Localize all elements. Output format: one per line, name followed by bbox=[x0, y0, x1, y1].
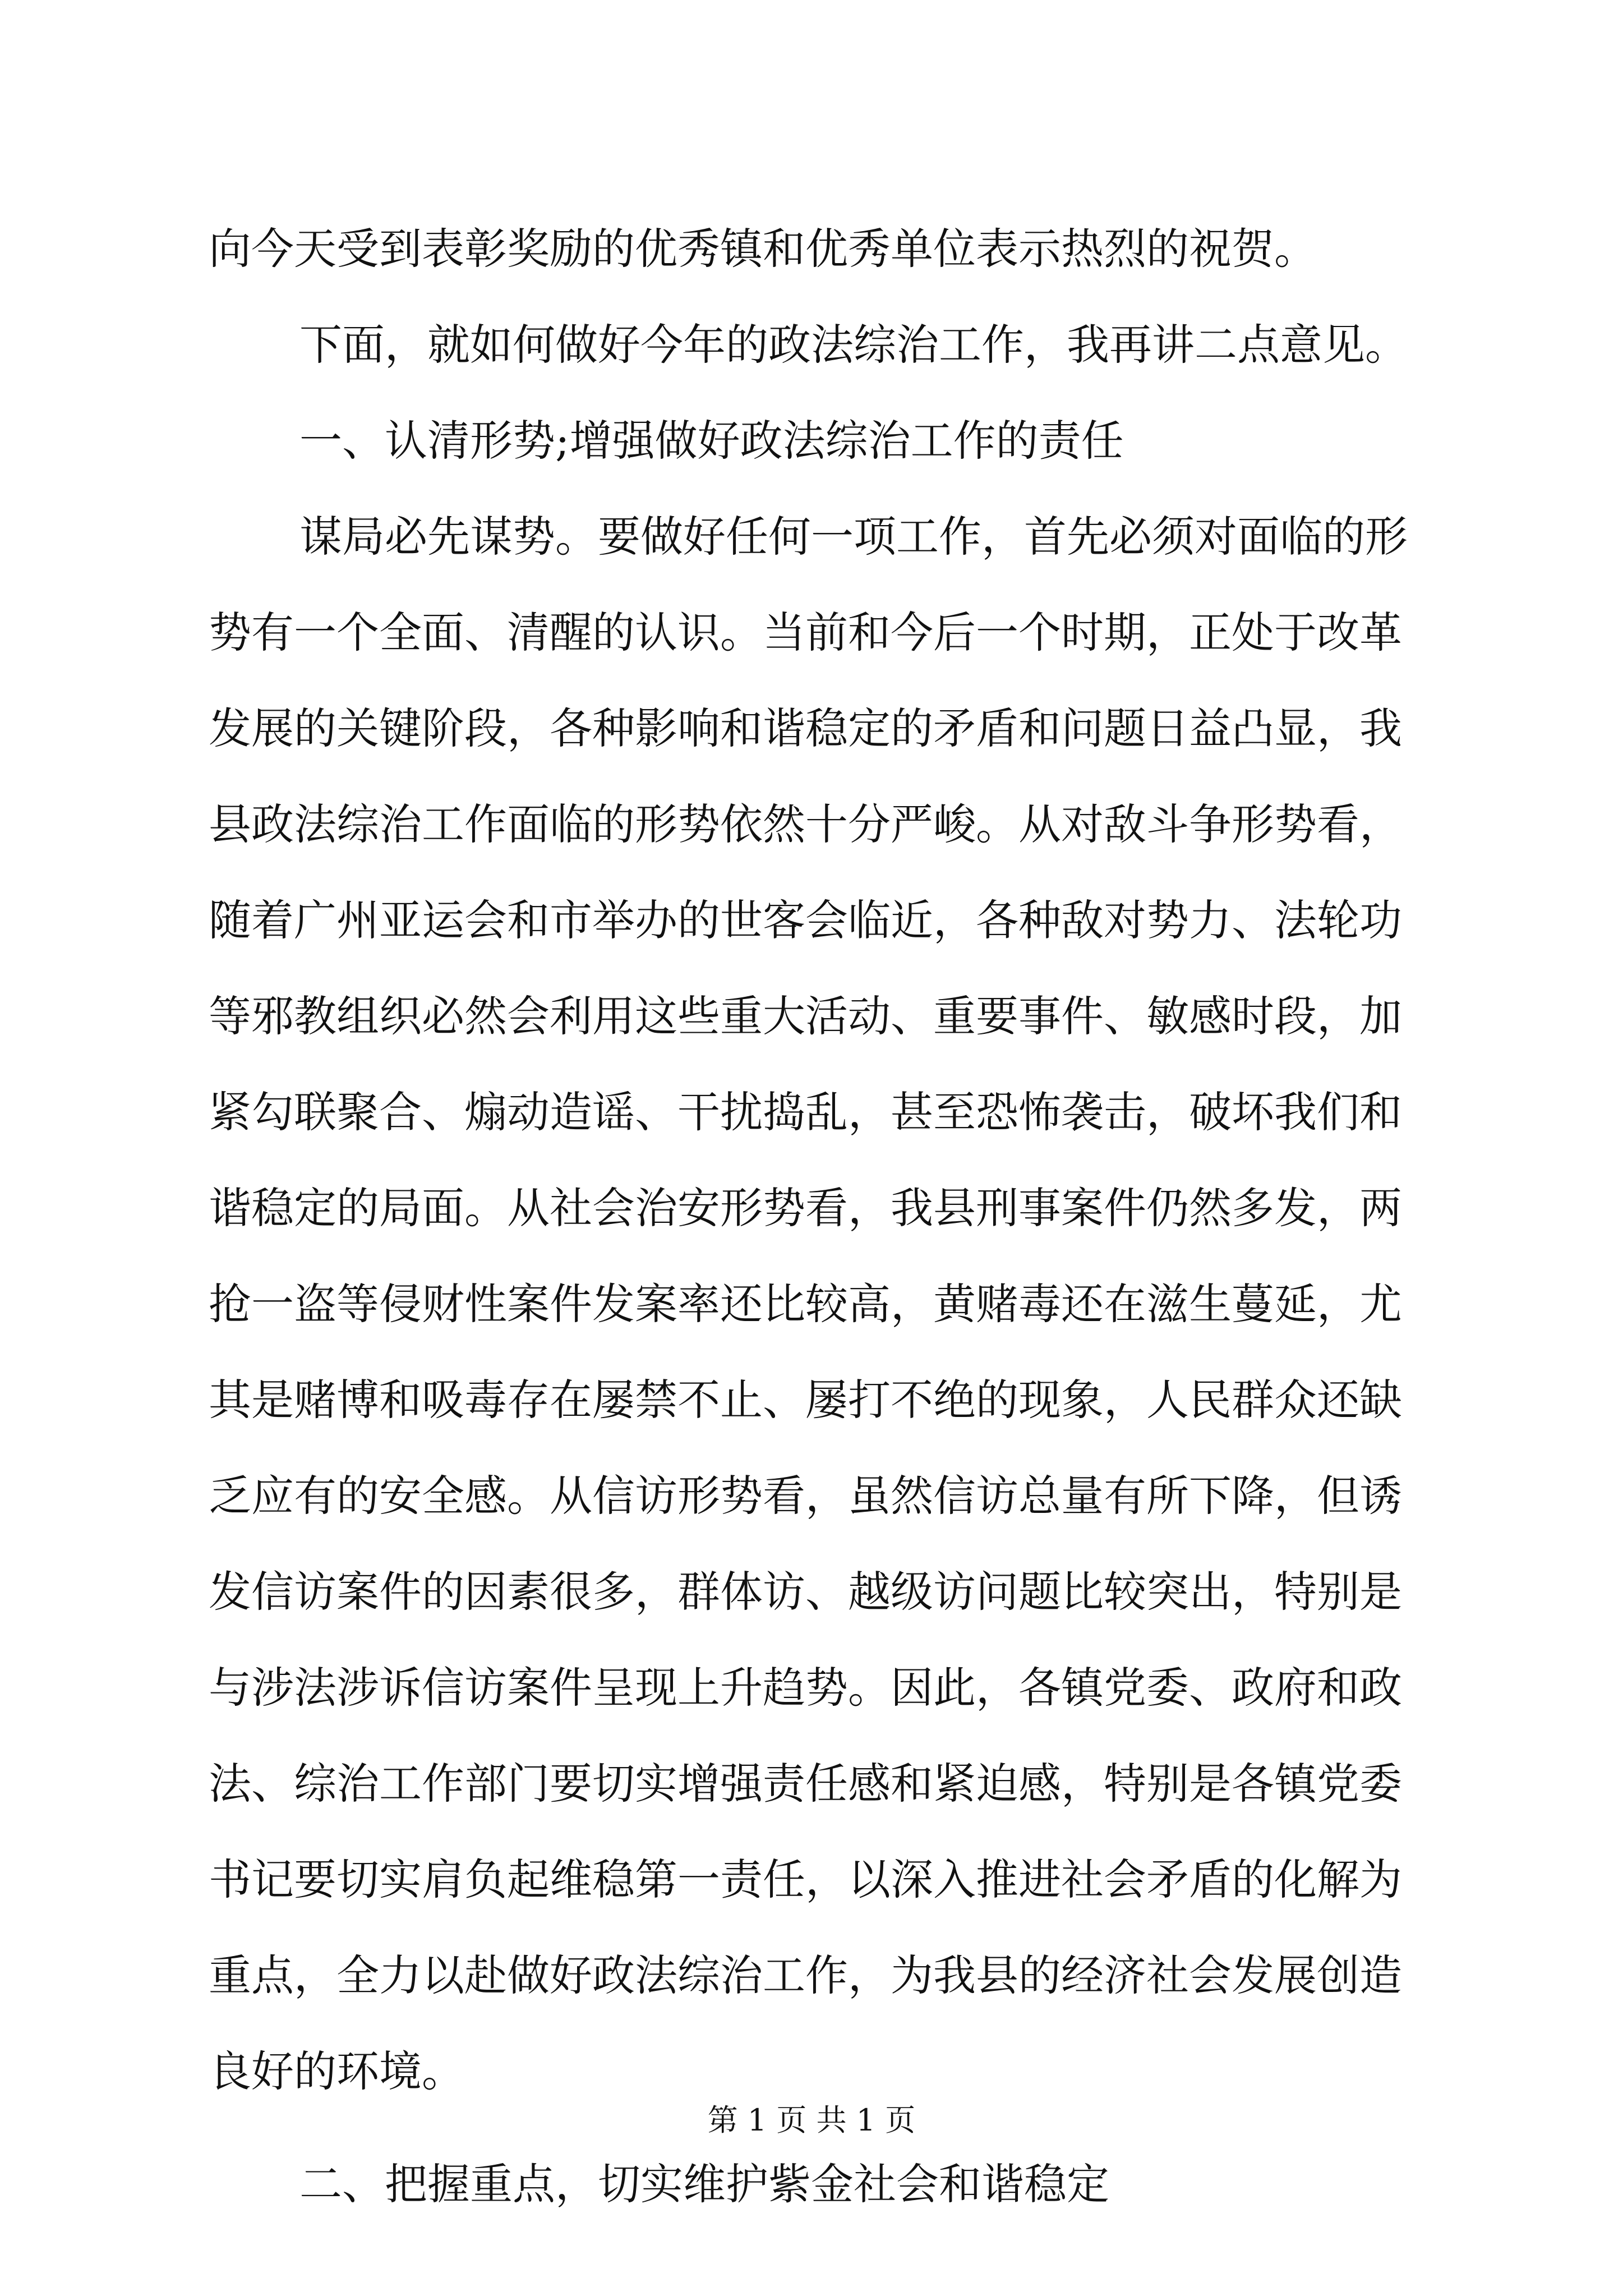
paragraph-line: 谐稳定的局面。从社会治安形势看，我县刑事案件仍然多发，两 bbox=[209, 1183, 1402, 1233]
section-heading: 二、把握重点，切实维护紫金社会和谐稳定 bbox=[299, 2159, 1109, 2209]
paragraph-line: 发展的关键阶段，各种影响和谐稳定的矛盾和问题日益凸显，我 bbox=[209, 703, 1402, 753]
paragraph-line: 向今天受到表彰奖励的优秀镇和优秀单位表示热烈的祝贺。 bbox=[209, 224, 1317, 274]
paragraph-line: 势有一个全面、清醒的认识。当前和今后一个时期，正处于改革 bbox=[209, 608, 1402, 657]
paragraph-line: 法、综治工作部门要切实增强责任感和紧迫感，特别是各镇党委 bbox=[209, 1759, 1402, 1809]
paragraph-line: 发信访案件的因素很多，群体访、越级访问题比较突出，特别是 bbox=[209, 1567, 1402, 1617]
paragraph-line: 抢一盗等侵财性案件发案率还比较高，黄赌毒还在滋生蔓延，尤 bbox=[209, 1279, 1402, 1329]
paragraph-line: 随着广州亚运会和市举办的世客会临近，各种敌对势力、法轮功 bbox=[209, 895, 1402, 945]
paragraph-line: 乏应有的安全感。从信访形势看，虽然信访总量有所下降，但诱 bbox=[209, 1471, 1402, 1521]
paragraph-line: 下面，就如何做好今年的政法综治工作，我再讲二点意见。 bbox=[299, 320, 1408, 370]
paragraph-line: 谋局必先谋势。要做好任何一项工作，首先必须对面临的形 bbox=[299, 512, 1408, 562]
paragraph-line: 重点，全力以赴做好政法综治工作，为我县的经济社会发展创造 bbox=[209, 1950, 1402, 2000]
paragraph-line: 其是赌博和吸毒存在屡禁不止、屡打不绝的现象，人民群众还缺 bbox=[209, 1375, 1402, 1425]
paragraph-line: 等邪教组织必然会利用这些重大活动、重要事件、敏感时段，加 bbox=[209, 991, 1402, 1041]
page-number-footer: 第 1 页 共 1 页 bbox=[707, 2102, 916, 2138]
paragraph-line: 县政法综治工作面临的形势依然十分严峻。从对敌斗争形势看， bbox=[209, 799, 1402, 849]
paragraph-line: 与涉法涉诉信访案件呈现上升趋势。因此，各镇党委、政府和政 bbox=[209, 1663, 1402, 1713]
paragraph-line: 紧勾联聚合、煽动造谣、干扰捣乱，甚至恐怖袭击，破坏我们和 bbox=[209, 1087, 1402, 1137]
paragraph-line: 良好的环境。 bbox=[209, 2046, 464, 2096]
section-heading: 一、认清形势;增强做好政法综治工作的责任 bbox=[299, 416, 1124, 466]
paragraph-line: 书记要切实肩负起维稳第一责任，以深入推进社会矛盾的化解为 bbox=[209, 1855, 1402, 1904]
document-body bbox=[209, 201, 1426, 2232]
